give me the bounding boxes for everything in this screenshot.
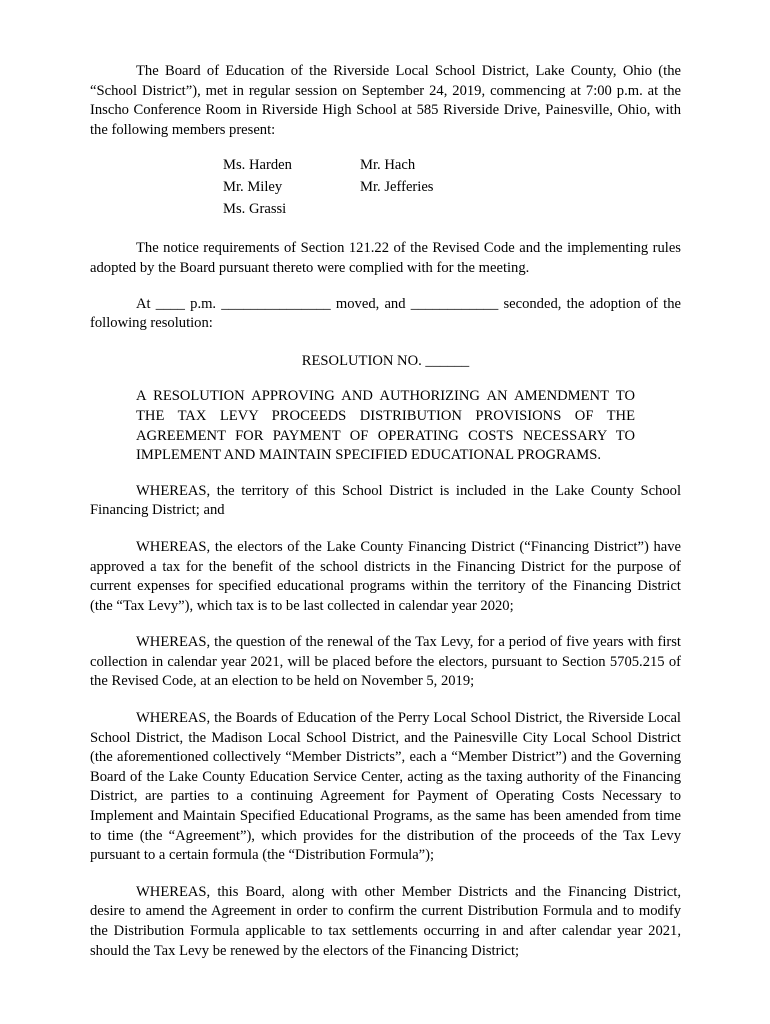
member-name: Mr. Miley [223, 179, 283, 196]
member-name: Ms. Grassi [223, 201, 287, 218]
resolution-caption [90, 387, 681, 465]
member-name: Ms. Harden [223, 157, 292, 174]
members-present-list [90, 156, 681, 222]
motion-paragraph: At ____ p.m. _______________ moved, and ____________ seconded, the adoption of the following resolution: [90, 295, 681, 332]
caption-line: AGREEMENT FOR PAYMENT OF OPERATING COSTS NECESSARY TO [136, 427, 635, 444]
caption-line: A RESOLUTION APPROVING AND AUTHORIZING AN AMENDMENT TO [136, 388, 635, 405]
whereas-paragraph: WHEREAS, the Boards of Education of the Perry Local School District, the Riverside Local School District, the Madison Local School District, and the Painesville City Local School District (the aforementioned collectively “Member Districts”, each a “Member District”) and the Governing Board of the Lake County Education Service Center, acting as the taxing authority of the Financing District, are parties to a continuing Agreement for Payment of Operating Costs Necessary to Implement and Maintain Specified Educational Programs, as the same has been amended from time to time (the “Agreement”), which provides for the distribution of the proceeds of the Tax Levy pursuant to a certain formula (the “Distribution Formula”); [90, 710, 681, 864]
resolution-title: RESOLUTION NO. ______ [301, 352, 470, 369]
caption-line: IMPLEMENT AND MAINTAIN SPECIFIED EDUCATIONAL PROGRAMS. [136, 447, 602, 464]
whereas-paragraph: WHEREAS, this Board, along with other Member Districts and the Financing District, desire to amend the Agreement in order to confirm the current Distribution Formula and to modify the Distribution Formula applicable to tax settlements occurring in and after calendar year 2021, should the Tax Levy be renewed by the electors of the Financing District; [90, 883, 681, 959]
member-name: Mr. Hach [360, 157, 416, 174]
document-body [90, 62, 681, 961]
opening-paragraph: The Board of Education of the Riverside Local School District, Lake County, Ohio (the “School District”), met in regular session on September 24, 2019, commencing at 7:00 p.m. at the Inscho Conference Room in Riverside High School at 585 Riverside Drive, Painesville, Ohio, with the following members present: [90, 63, 681, 138]
whereas-paragraph: WHEREAS, the question of the renewal of the Tax Levy, for a period of five years with first collection in calendar year 2021, will be placed before the electors, pursuant to Section 5705.215 of the Revised Code, at an election to be held on November 5, 2019; [90, 634, 681, 690]
notice-paragraph: The notice requirements of Section 121.22 of the Revised Code and the implementing rules adopted by the Board pursuant thereto were complied with for the meeting. [90, 240, 681, 276]
caption-line: THE TAX LEVY PROCEEDS DISTRIBUTION PROVISIONS OF THE [136, 407, 635, 424]
whereas-paragraph: WHEREAS, the territory of this School District is included in the Lake County School Financing District; and [90, 482, 681, 519]
whereas-paragraph: WHEREAS, the electors of the Lake County Financing District (“Financing District”) have approved a tax for the benefit of the school districts in the Financing District for the purpose of current expenses for specified educational programs within the territory of the Financing District (the “Tax Levy”), which tax is to be last collected in calendar year 2020; [90, 538, 681, 614]
member-name: Mr. Jefferies [360, 179, 434, 196]
